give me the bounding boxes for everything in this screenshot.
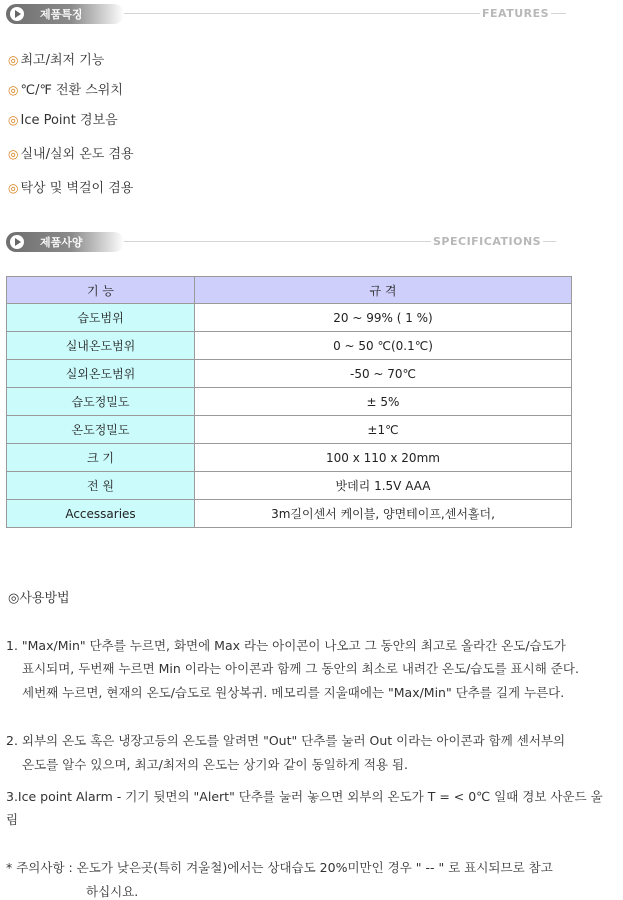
- table-header-cell: 규 격: [195, 277, 572, 304]
- feature-text: 실내/실외 온도 겸용: [20, 147, 134, 162]
- bullet-icon: ◎: [8, 83, 19, 97]
- bullet-icon: ◎: [8, 181, 19, 195]
- features-header: [6, 4, 566, 24]
- usage-line: 2. 외부의 온도 혹은 냉장고등의 온도를 알려면 "Out" 단추를 눌러 Out 이라는 아이콘과 함께 센서부의: [6, 733, 566, 748]
- note-line: * 주의사항 : 온도가 낮은곳(특히 겨울철)에서는 상대습도 20%미만인 경우 " -- " 로 표시되므로 참고: [6, 860, 553, 875]
- spec-key: 온도정밀도: [7, 416, 195, 444]
- table-row: [7, 304, 572, 332]
- feature-item: [8, 49, 104, 68]
- usage-line: 온도를 알수 있으며, 최고/최저의 온도는 상기와 같이 동일하게 적용 됨.: [22, 757, 409, 772]
- bullet-icon: ◎: [8, 53, 19, 67]
- feature-item: [8, 177, 133, 196]
- feature-text: 최고/최저 기능: [20, 53, 105, 68]
- spec-value: -50 ~ 70℃: [195, 360, 572, 388]
- feature-item: [8, 143, 134, 162]
- feature-text: ℃/℉ 전환 스위치: [20, 83, 123, 98]
- spec-key: 크 기: [7, 444, 195, 472]
- usage-line: 세번째 누르면, 현재의 온도/습도로 원상복귀. 메모리를 지울때에는 "Max/Min" 단추를 길게 누른다.: [22, 685, 565, 700]
- table-row: [7, 500, 572, 528]
- features-header-label: 제품특징: [40, 8, 83, 21]
- table-row: [7, 388, 572, 416]
- specs-header-pill: [6, 232, 124, 252]
- spec-value: 밧데리 1.5V AAA: [195, 472, 572, 500]
- spec-key: 실내온도범위: [7, 332, 195, 360]
- bullet-icon: ◎: [8, 147, 19, 161]
- table-row: [7, 332, 572, 360]
- feature-item: [8, 109, 118, 128]
- specs-header: [6, 232, 556, 252]
- feature-item: [8, 79, 123, 98]
- spec-key: 습도정밀도: [7, 388, 195, 416]
- spec-value: 100 x 110 x 20mm: [195, 444, 572, 472]
- usage-line: 1. "Max/Min" 단추를 누르면, 화면에 Max 라는 아이콘이 나오고 그 동안의 최고로 올라간 온도/습도가: [6, 638, 566, 653]
- note-line: 하십시요.: [86, 884, 139, 899]
- table-row: [7, 472, 572, 500]
- spec-value: ±1℃: [195, 416, 572, 444]
- spec-value: ± 5%: [195, 388, 572, 416]
- feature-text: Ice Point 경보음: [20, 113, 118, 128]
- spec-key: 전 원: [7, 472, 195, 500]
- feature-text: 탁상 및 벽걸이 겸용: [20, 181, 134, 196]
- spec-value: 3m길이센서 케이블, 양면테이프,센서홀더,: [195, 500, 572, 528]
- usage-line: 표시되며, 두번째 누르면 Min 이라는 아이콘과 함께 그 동안의 최소로 내려간 온도/습도를 표시해 준다.: [22, 661, 579, 676]
- spec-key: Accessaries: [7, 500, 195, 528]
- specs-header-label: 제품사양: [40, 236, 83, 249]
- table-header-row: [7, 277, 572, 304]
- usage-title: ◎사용방법: [8, 591, 70, 606]
- table-row: [7, 416, 572, 444]
- bullet-icon: ◎: [8, 113, 19, 127]
- spec-value: 0 ~ 50 ℃(0.1℃): [195, 332, 572, 360]
- features-header-pill: [6, 4, 124, 24]
- usage-line: 3.Ice point Alarm - 기기 뒷면의 "Alert" 단추를 눌러 놓으면 외부의 온도가 T = < 0℃ 일때 경보 사운드 울: [6, 789, 603, 804]
- spec-table: [6, 276, 572, 528]
- table-row: [7, 360, 572, 388]
- spec-key: 실외온도범위: [7, 360, 195, 388]
- features-header-english: FEATURES: [482, 7, 550, 20]
- specs-header-english: SPECIFICATIONS: [433, 235, 542, 248]
- spec-key: 습도범위: [7, 304, 195, 332]
- play-icon: [10, 7, 24, 21]
- usage-line: 림: [6, 812, 19, 827]
- play-icon: [10, 235, 24, 249]
- table-header-cell: 기 능: [7, 277, 195, 304]
- spec-value: 20 ~ 99% ( 1 %): [195, 304, 572, 332]
- table-row: [7, 444, 572, 472]
